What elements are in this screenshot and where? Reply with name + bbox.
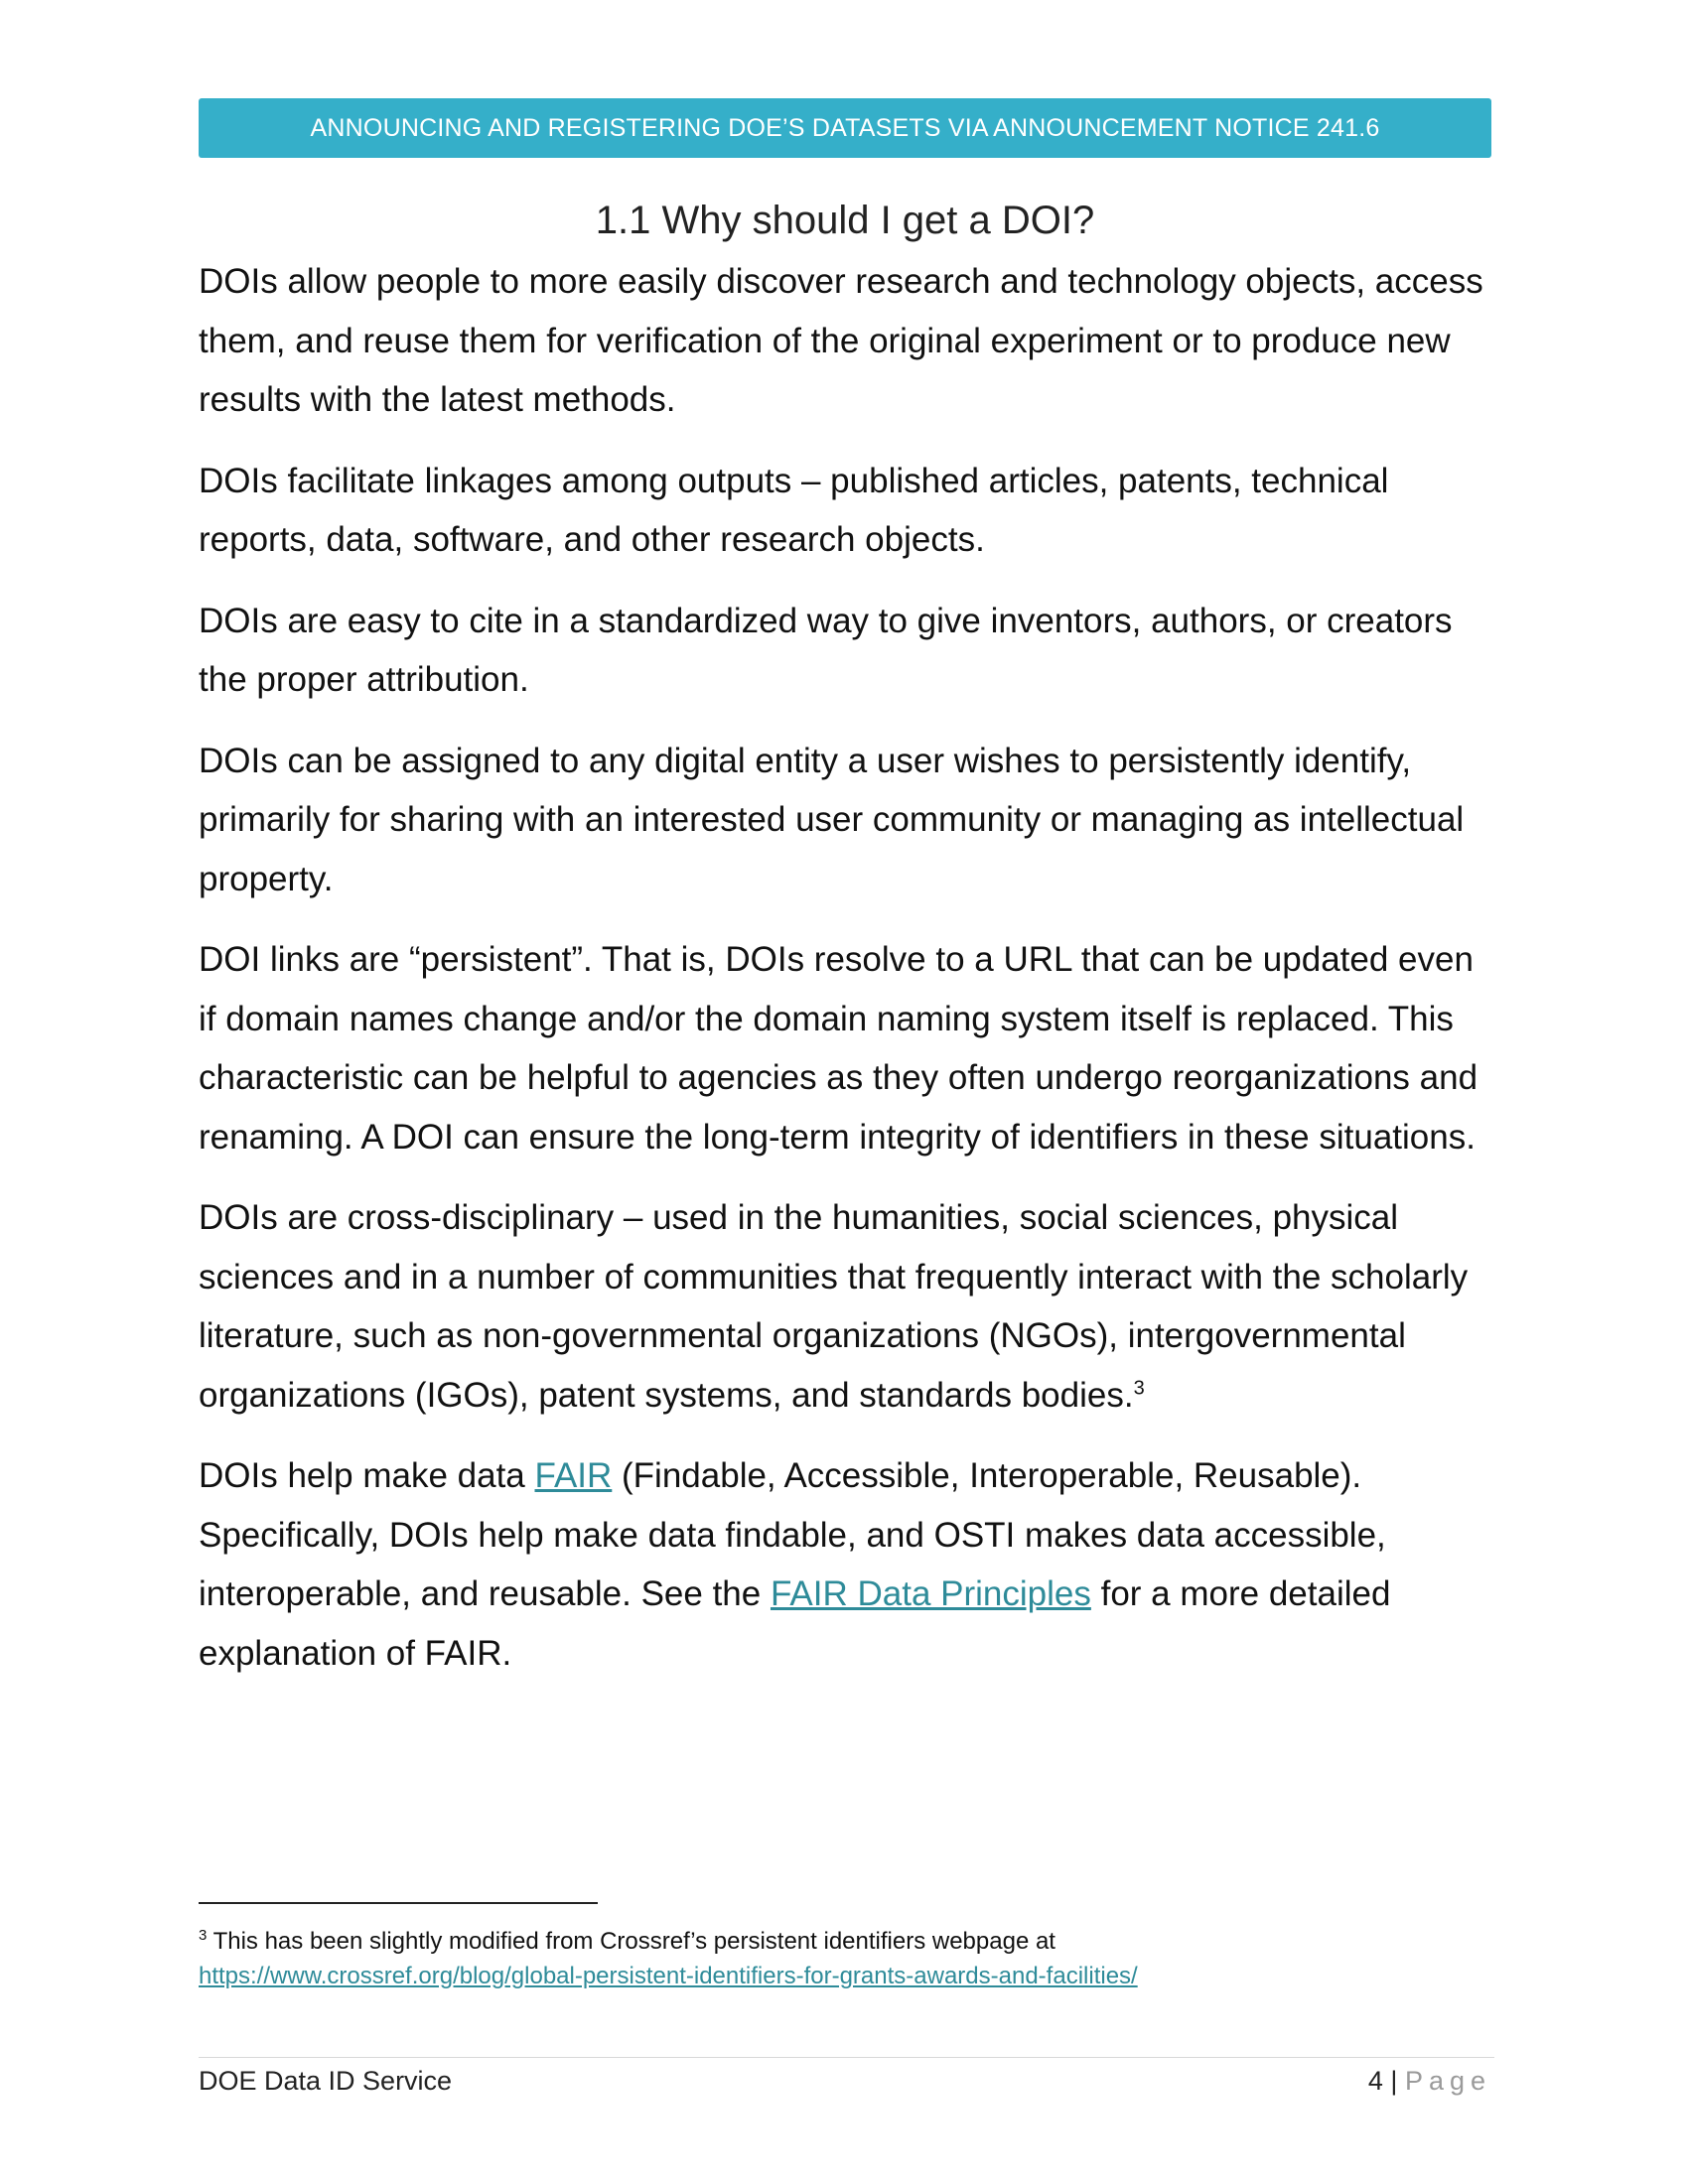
footnote-divider bbox=[199, 1902, 598, 1904]
section-title: 1.1 Why should I get a DOI? bbox=[595, 199, 1095, 242]
running-header: ANNOUNCING AND REGISTERING DOE’S DATASETS VIA ANNOUNCEMENT NOTICE 241.6 bbox=[199, 98, 1491, 158]
paragraph-discover: DOIs allow people to more easily discover research and technology objects, access them, and reuse them for verification of the original experiment or to produce new results with the latest methods. bbox=[199, 262, 1483, 419]
fair-text-part1: DOIs help make data bbox=[199, 1456, 535, 1495]
page-number: 4 bbox=[1367, 2066, 1383, 2096]
footnote-number: 3 bbox=[199, 1927, 208, 1944]
paragraph-assign: DOIs can be assigned to any digital entity a user wishes to persistently identify, primarily for sharing with an interested user community or managing as intellectual property. bbox=[199, 741, 1465, 898]
footnote-url-link[interactable]: https://www.crossref.org/blog/global-persistent-identifiers-for-grants-awards-and-facilities/ bbox=[199, 1963, 1138, 1989]
footer-title: DOE Data ID Service bbox=[199, 2066, 453, 2096]
footnote-text-line bbox=[199, 1924, 1499, 1959]
body-text bbox=[199, 252, 1499, 1705]
paragraph-cross-disciplinary-text: DOIs are cross-disciplinary – used in the humanities, social sciences, physical sciences and in a number of communities that frequently interact with the scholarly literature, such as non-governmental organizations (NGOs), intergovernmental organizations (IGOs), patent systems, and standards bodies. bbox=[199, 1198, 1469, 1415]
paragraph-persistent: DOI links are “persistent”. That is, DOIs resolve to a URL that can be updated even if domain names change and/or the domain naming system itself is replaced. This characteristic can be helpful to agencies as they often undergo reorganizations and renaming. A DOI can ensure the long-term integrity of identifiers in these situations. bbox=[199, 940, 1478, 1157]
paragraph-cross-disciplinary bbox=[199, 1188, 1499, 1425]
paragraph-linkages: DOIs facilitate linkages among outputs – published articles, patents, technical reports, data, software, and other research objects. bbox=[199, 461, 1389, 559]
footer-divider bbox=[199, 2057, 1494, 2058]
footnote bbox=[199, 1924, 1499, 1993]
page-separator: | bbox=[1390, 2066, 1398, 2096]
footnote-reference[interactable]: 3 bbox=[1133, 1376, 1145, 1399]
page-indicator bbox=[1368, 2061, 1491, 2101]
footnote-text: This has been slightly modified from Crossref’s persistent identifiers webpage at bbox=[207, 1928, 1055, 1955]
fair-data-principles-link[interactable]: FAIR Data Principles bbox=[770, 1574, 1091, 1613]
fair-text-part3: for a more detailed explanation of FAIR. bbox=[199, 1574, 1391, 1673]
page-label: Page bbox=[1404, 2066, 1491, 2096]
paragraph-fair bbox=[199, 1446, 1499, 1683]
paragraph-cite: DOIs are easy to cite in a standardized way to give inventors, authors, or creators the proper attribution. bbox=[199, 601, 1453, 699]
fair-text-part2: (Findable, Accessible, Interoperable, Reusable). Specifically, DOIs help make data findable, and OSTI makes data accessible, interoperable, and reusable. See the bbox=[199, 1456, 1386, 1613]
fair-link[interactable]: FAIR bbox=[534, 1456, 613, 1495]
